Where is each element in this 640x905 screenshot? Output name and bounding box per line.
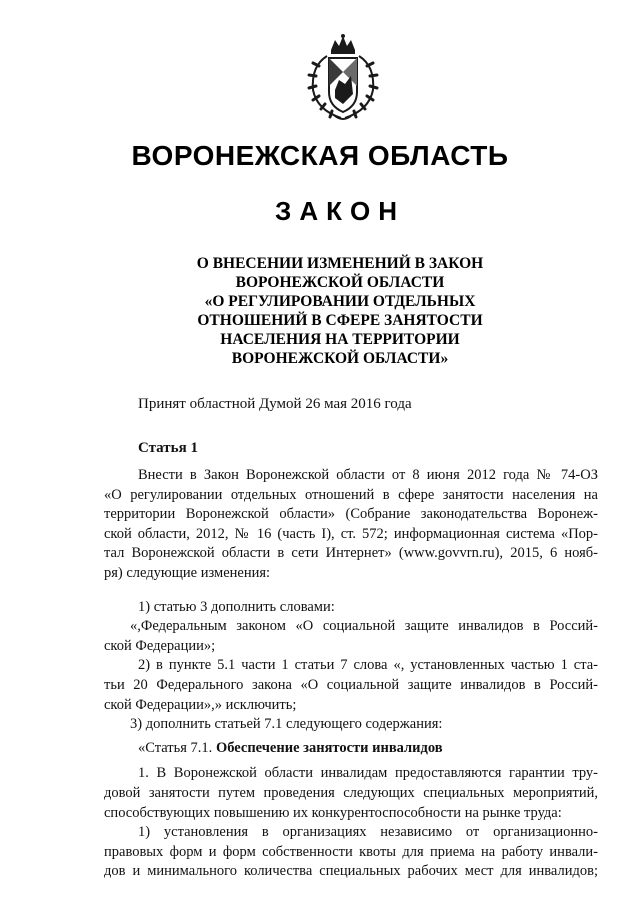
intro-line: территории Воронежской области» (Собрание законодательства Воронеж- [104, 506, 598, 523]
region-title: ВОРОНЕЖСКАЯ ОБЛАСТЬ [131, 140, 509, 171]
amendment-item-1-text: ской Федерации»; [104, 637, 216, 654]
subject-line: ВОРОНЕЖСКОЙ ОБЛАСТИ» [231, 350, 449, 367]
amendment-item-2-text: тьи 20 Федерального закона «О социальной защите инвалидов в Россий- [104, 676, 598, 693]
subject-line: «О РЕГУЛИРОВАНИИ ОТДЕЛЬНЫХ [204, 293, 476, 310]
voronezh-coat-of-arms-icon [305, 32, 381, 124]
paragraph-1-line: довой занятости путем проведения следующих специальных мероприятий, [104, 784, 598, 801]
intro-line: ской области, 2012, № 16 (часть I), ст. 572; информационная система «Пор- [104, 525, 598, 542]
amendment-item-1-text: «,Федеральным законом «О социальной защите инвалидов в Россий- [130, 618, 598, 635]
subject-line: НАСЕЛЕНИЯ НА ТЕРРИТОРИИ [220, 331, 460, 348]
new-article-title: Обеспечение занятости инвалидов [215, 739, 443, 756]
article-heading: Статья 1 [138, 440, 198, 456]
paragraph-1-line: 1. В Воронежской области инвалидам предоставляются гарантии тру- [138, 765, 598, 782]
amendment-item-1: 1) статью 3 дополнить словами: [138, 598, 335, 615]
amendment-item-3: 3) дополнить статьей 7.1 следующего содержания: [130, 716, 443, 733]
intro-line: «О регулировании отдельных отношений в сфере занятости населения на [104, 486, 598, 503]
document-type-title: ЗАКОН [275, 196, 405, 226]
paragraph-1-line: способствующих повышению их конкурентоспособности на рынке труда: [104, 804, 562, 821]
new-article-heading [104, 739, 598, 759]
subject-line: ОТНОШЕНИЙ В СФЕРЕ ЗАНЯТОСТИ [197, 312, 483, 329]
intro-line: тал Воронежской области в сети Интернет» (www.govvrn.ru), 2015, 6 нояб- [104, 545, 598, 562]
paragraph-1-item-1-line: дов и минимального количества специальных рабочих мест для инвалидов; [104, 863, 598, 880]
intro-line: Внести в Закон Воронежской области от 8 июня 2012 года № 74-ОЗ [138, 467, 598, 483]
law-subject-title [150, 254, 530, 368]
amendment-item-2: 2) в пункте 5.1 части 1 статьи 7 слова «, установленных частью 1 ста- [138, 657, 598, 674]
amendment-item-2-text: ской Федерации»,» исключить; [104, 696, 297, 713]
paragraph-1-item-1-line: правовых форм и форм собственности квоты для приема на работу инвали- [104, 843, 598, 860]
new-article-number: «Статья 7.1. [138, 739, 213, 756]
subject-line: О ВНЕСЕНИИ ИЗМЕНЕНИЙ В ЗАКОН [196, 255, 484, 272]
adoption-date-line: Принят областной Думой 26 мая 2016 года [138, 396, 412, 412]
intro-line: ря) следующие изменения: [104, 564, 271, 581]
article-body [104, 466, 598, 882]
subject-line: ВОРОНЕЖСКОЙ ОБЛАСТИ [235, 274, 445, 291]
paragraph-1-item-1-line: 1) установления в организациях независимо от организационно- [138, 824, 598, 841]
